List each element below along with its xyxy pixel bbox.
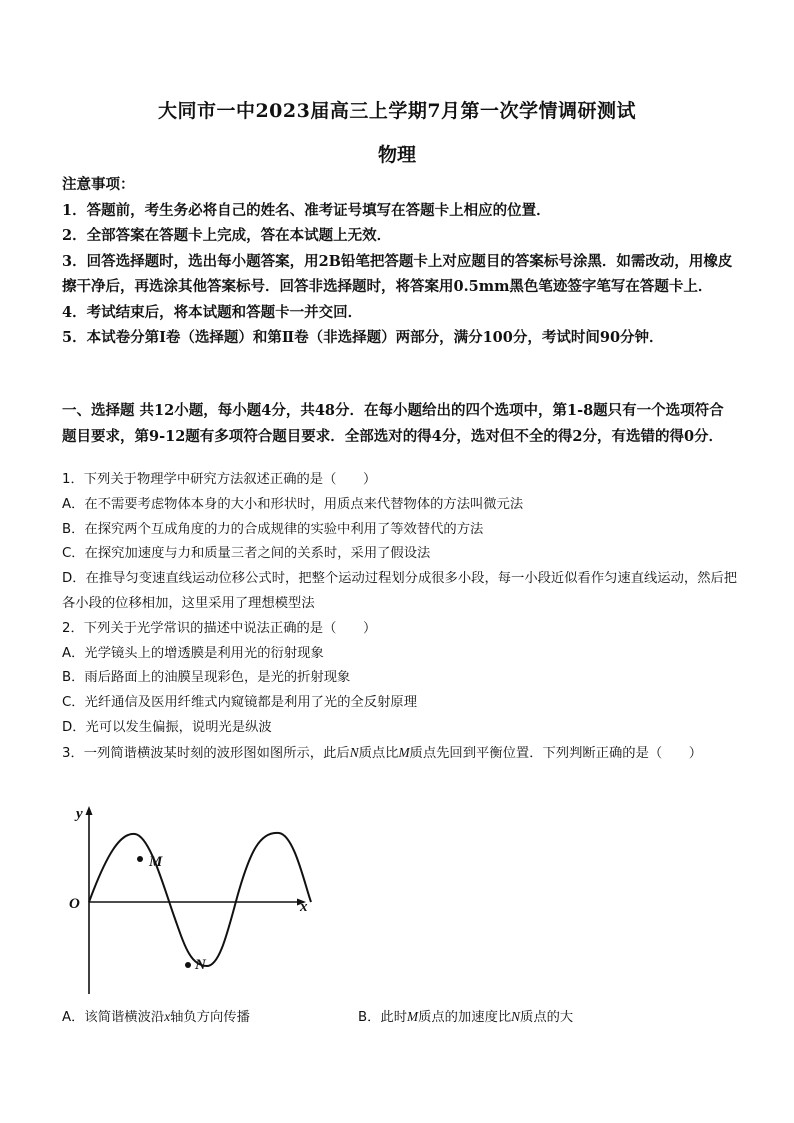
question-3-stem (62, 741, 742, 767)
wave-curve (89, 833, 311, 966)
question-3-option-b (358, 1005, 573, 1030)
q3-stem-text: 3．一列简谐横波某时刻的波形图如图所示，此后 (62, 745, 350, 761)
q3-option-text: 质点的大 (520, 1010, 574, 1025)
notice-item: 2．全部答案在答题卡上完成，答在本试题上无效． (62, 227, 392, 244)
section-heading: 一、选择题 共12小题，每小题4分，共48分．在每小题给出的四个选项中，第1-8题只有一个选项符合题目要求，第9-12题有多项符合题目要求．全部选对的得4分，选对但不全的得2分，有选错的得0分． (62, 402, 724, 445)
q3-option-text: 质点的加速度比 (418, 1010, 512, 1025)
notice-block (62, 172, 738, 351)
y-label: y (76, 806, 83, 822)
q3-option-text: A．该简谐横波沿 (62, 1010, 165, 1025)
point-n (185, 962, 191, 968)
question-2-option-c: C．光纤通信及医用纤维式内窥镜都是利用了光的全反射原理 (62, 695, 418, 711)
subject-title: 物理 (377, 144, 416, 166)
q3-option-x: x (164, 1009, 171, 1024)
question-1-option-c: C．在探究加速度与力和质量三者之间的关系时，采用了假设法 (62, 546, 431, 562)
question-1-option-b: B．在探究两个互成角度的力的合成规律的实验中利用了等效替代的方法 (62, 521, 484, 537)
q3-option-m: M (407, 1009, 419, 1024)
n-label: N (195, 957, 206, 973)
notice-item: 5．本试卷分第Ⅰ卷（选择题）和第Ⅱ卷（非选择题）两部分，满分100分，考试时间90分钟． (62, 329, 664, 346)
y-axis-arrow (86, 806, 93, 815)
m-label: M (149, 854, 163, 870)
question-2-stem: 2．下列关于光学常识的描述中说法正确的是（ ） (62, 620, 377, 636)
question-2-option-d: D．光可以发生偏振，说明光是纵波 (62, 719, 272, 735)
wave-figure (60, 798, 330, 1000)
question-2-option-a: A．光学镜头上的增透膜是利用光的衍射现象 (62, 645, 324, 661)
q3-stem-n: N (349, 744, 359, 760)
question-3-option-a (62, 1005, 250, 1030)
q3-option-text: 轴负方向传播 (170, 1010, 250, 1025)
q3-option-text: B．此时 (358, 1010, 408, 1025)
q3-stem-text: 质点先回到平衡位置．下列判断正确的是（ ） (409, 745, 703, 761)
question-2-option-b: B．雨后路面上的油膜呈现彩色，是光的折射现象 (62, 670, 351, 686)
page-title: 大同市一中2023届高三上学期7月第一次学情调研测试 (157, 100, 637, 122)
notice-item: 1．答题前，考生务必将自己的姓名、准考证号填写在答题卡上相应的位置． (62, 201, 551, 219)
notice-item: 3．回答选择题时，选出每小题答案，用2B铅笔把答题卡上对应题目的答案标号涂黑．如需改动，用橡皮擦干净后，再选涂其他答案标号．回答非选择题时，将答案用0.5mm黑色笔迹签字笔写在答题卡上． (62, 252, 733, 295)
question-list (62, 468, 742, 767)
q3-option-n: N (511, 1009, 521, 1024)
q3-stem-text: 质点比 (358, 745, 399, 761)
q3-stem-m: M (398, 744, 410, 760)
notice-heading: 注意事项： (62, 176, 135, 193)
x-label: x (300, 899, 308, 915)
origin-label: O (69, 896, 80, 912)
notice-item: 4．考试结束后，将本试题和答题卡一并交回． (62, 303, 363, 321)
question-1-stem: 1．下列关于物理学中研究方法叙述正确的是（ ） (62, 472, 377, 487)
question-1-option-a: A．在不需要考虑物体本身的大小和形状时，用质点来代替物体的方法叫微元法 (62, 496, 524, 512)
point-m (137, 856, 143, 862)
question-1-option-d: D．在推导匀变速直线运动位移公式时，把整个运动过程划分成很多小段，每一小段近似看作匀速直线运动，然后把各小段的位移相加，这里采用了理想模型法 (62, 571, 738, 611)
